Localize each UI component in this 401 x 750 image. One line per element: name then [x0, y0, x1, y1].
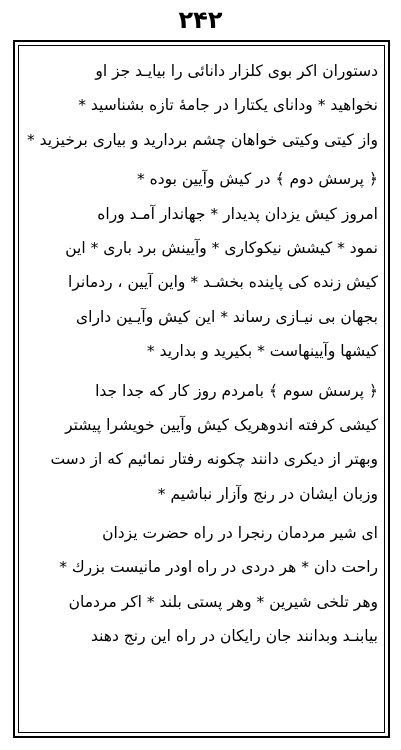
text-line-16: وهر تلخی شیرین * وهر پستی بلند * اکر مردمان [68, 592, 378, 611]
text-line-14: ای شیر مردمان رنجرا در راه حضرت یزدان [102, 524, 378, 543]
section-heading-question-3: ﴿ پرسش سوم ﴾ بامردم روز کار که جدا جدا [95, 381, 378, 400]
text-line-9: کیشها وآیینهاست * بکیرید و بدارید * [146, 342, 378, 361]
text-line-11: کیشی کرفته اندوهریک کیش وآیین خویشرا پیشتر [65, 415, 378, 434]
text-body [25, 54, 378, 654]
text-line-6: نمود * کیشش نیکوکاری * وآیینش برد باری * این [65, 238, 378, 257]
text-line-3: واز کیتی وکیتی خواهان چشم بردارید و بیاری برخیزید * [26, 130, 378, 149]
text-line-17: بیابنـد وبدانند جان رایکان در راه این رنج دهند [90, 627, 378, 646]
text-line-2: نخواهید * ودانای یکتارا در جامهٔ تازه بشناسید * [78, 96, 378, 115]
text-line-8: بجهان بی نیـازی رساند * این کیش وآیـین دارای [76, 307, 378, 326]
text-line-5: امروز کیش یزدان پدیدار * جهاندار آمـد وراه [97, 204, 378, 223]
text-frame [13, 40, 390, 738]
text-line-13: وزبان ایشان در رنج وآزار نباشیم * [157, 484, 378, 503]
text-line-1: دستوران اکر بوی کلزار دانائی را بیایـد جز او [95, 62, 378, 80]
text-line-15: راحت دان * هر دردی در راه اودر مانیست بزرك * [59, 558, 378, 577]
section-heading-question-2: ﴿ پرسش دوم ﴾ در کیش وآیین بوده * [136, 170, 378, 189]
text-line-7: کیش زنده کی پاینده بخشـد * واین آیین ، ردمانرا [68, 273, 378, 292]
page-number: ۲۴۲ [178, 6, 223, 34]
text-line-12: وبهتر از دیکری دانند چکونه رفتار نمائیم که از دست [50, 450, 378, 469]
